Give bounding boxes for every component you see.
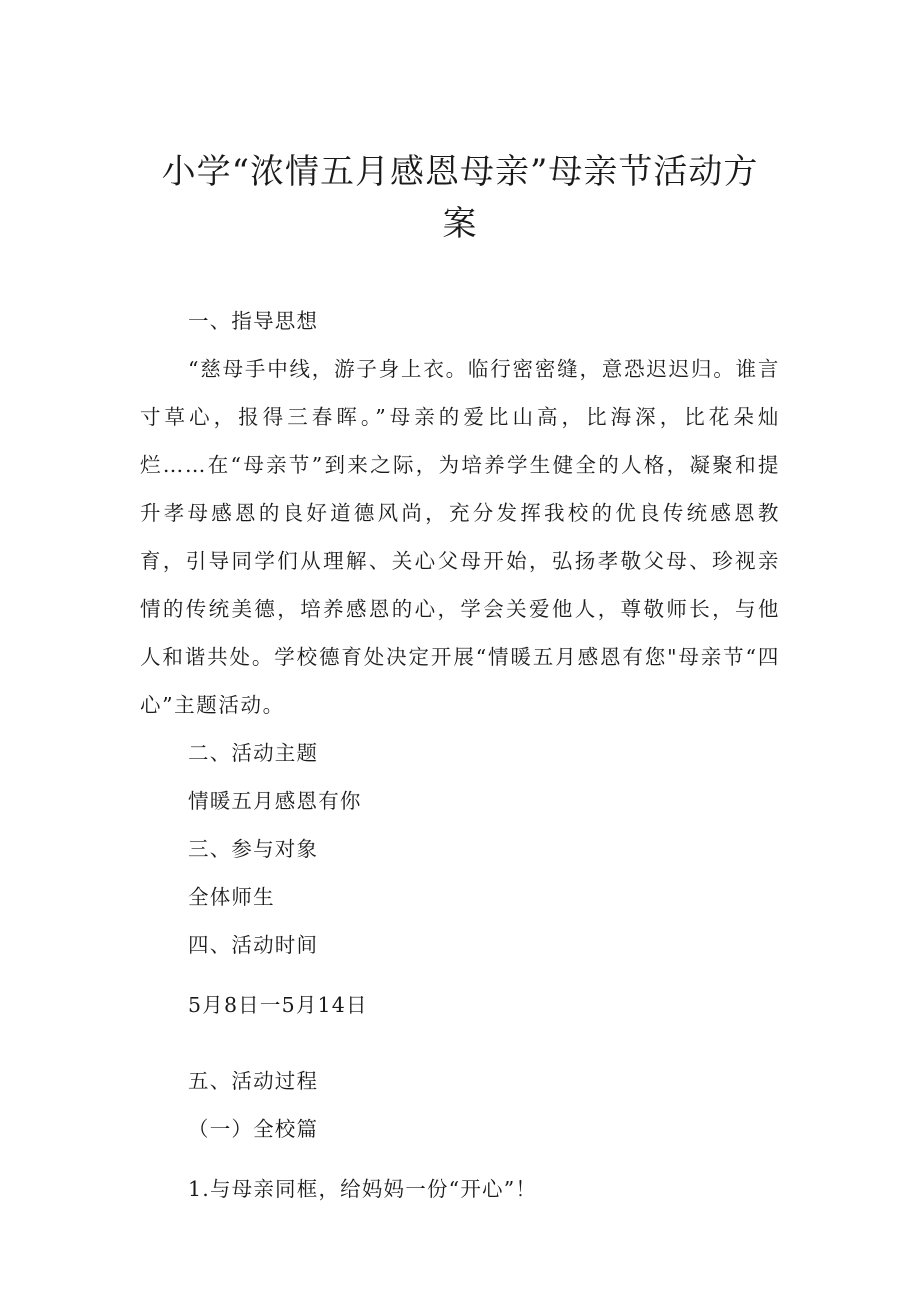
activity-theme-text: 情暖五月感恩有你 <box>188 789 362 813</box>
document-body <box>140 297 780 1213</box>
section-heading-activity-theme: 二、活动主题 <box>188 741 319 765</box>
section-heading-participants: 三、参与对象 <box>188 837 319 861</box>
title-line-1: 小学“浓情五月感恩母亲”母亲节活动方 <box>161 152 759 192</box>
section-heading-activity-process: 五、活动过程 <box>188 1069 319 1093</box>
list-item-1: 1.与母亲同框，给妈妈一份“开心”！ <box>188 1177 538 1201</box>
paragraph-guiding-thought: “慈母手中线，游子身上衣。临行密密缝，意恐迟迟归。谁言寸草心，报得三春晖。”母亲的爱比山高，比海深，比花朵灿烂……在“母亲节”到来之际，为培养学生健全的人格，凝聚和提升孝母感恩的良好道德风尚，充分发挥我校的优良传统感恩教育，引导同学们从理解、关心父母开始，弘扬孝敬父母、珍视亲情的传统美德，培养感恩的心，学会关爱他人，尊敬师长，与他人和谐共处。学校德育处决定开展“情暖五月感恩有您"母亲节“四心”主题活动。 <box>140 357 780 717</box>
section-heading-activity-time: 四、活动时间 <box>188 933 319 957</box>
title-line-2: 案 <box>442 204 478 244</box>
participants-text: 全体师生 <box>188 885 275 909</box>
activity-time-text: 5月8日一5月14日 <box>188 993 368 1017</box>
subsection-whole-school: （一）全校篇 <box>188 1117 319 1141</box>
document-title <box>140 146 780 250</box>
section-heading-guiding-thought: 一、指导思想 <box>188 309 319 333</box>
